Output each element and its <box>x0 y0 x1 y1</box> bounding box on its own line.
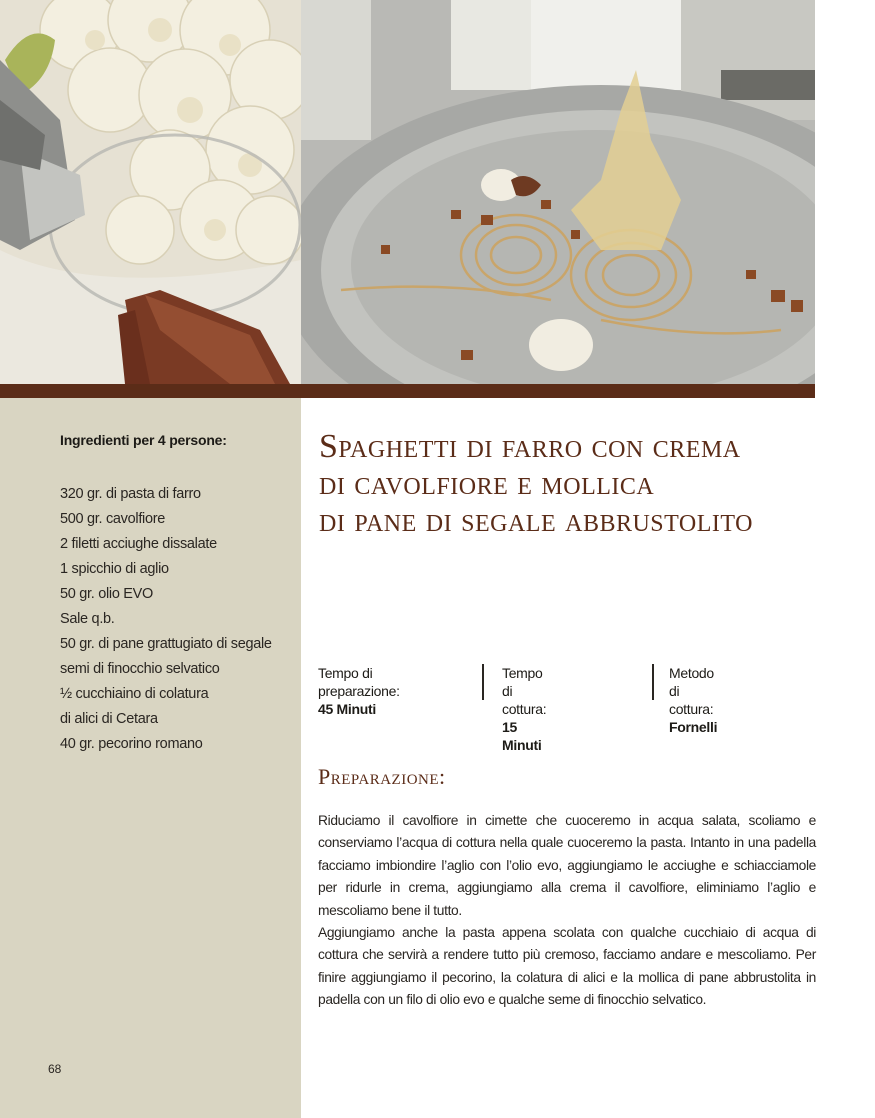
preparation-paragraph: Riduciamo il cavolfiore in cimette che cuoceremo in acqua salata, scoliamo e conserviamo l’acqua di cottura nella quale cuoceremo la pasta. Intanto in una padella facciamo imbiondire l’aglio con l’olio evo, aggiungiamo le acciughe e schiacciamole per ridurle in crema, aggiungiamo alla crema il cavolfiore, eliminiamo l’aglio e mescoliamo bene il tutto. <box>318 813 816 918</box>
recipe-main <box>301 398 875 1118</box>
ingredient-item: 50 gr. di pane grattugiato di segale <box>60 636 272 652</box>
cauliflower-ingredients-photo <box>0 0 301 384</box>
ingredient-item: 40 gr. pecorino romano <box>60 736 203 752</box>
ingredients-sidebar <box>0 398 301 1118</box>
ingredient-item: 1 spicchio di aglio <box>60 561 169 577</box>
recipe-title-line: Spaghetti di farro con crema <box>319 428 741 465</box>
prep-time <box>318 664 400 718</box>
ingredient-item: di alici di Cetara <box>60 711 158 727</box>
ingredient-item: 50 gr. olio EVO <box>60 586 154 602</box>
ingredient-item: 500 gr. cavolfiore <box>60 511 166 527</box>
recipe-title-line: di cavolfiore e mollica <box>319 465 655 502</box>
prep-time-label: Tempo di preparazione: <box>318 665 400 699</box>
plated-spaghetti-photo <box>301 0 815 384</box>
cook-time-label: Tempo di cottura: <box>502 665 547 717</box>
recipe-title-line: di pane di segale abbrustolito <box>319 502 753 539</box>
meta-divider <box>652 664 654 700</box>
cook-method-label: Metodo di cottura: <box>669 665 714 717</box>
ingredient-item: semi di finocchio selvatico <box>60 661 220 677</box>
ingredients-title: Ingredienti per 4 persone: <box>60 432 227 448</box>
ingredient-item: Sale q.b. <box>60 611 115 627</box>
ingredient-item: 2 filetti acciughe dissalate <box>60 536 217 552</box>
ingredient-item: 320 gr. di pasta di farro <box>60 486 201 502</box>
photo-strip <box>0 0 815 384</box>
cook-method <box>669 664 717 736</box>
preparation-heading: Preparazione: <box>318 764 446 789</box>
cook-method-value: Fornelli <box>669 719 718 735</box>
meta-divider <box>482 664 484 700</box>
preparation-body <box>318 810 816 1012</box>
recipe-title <box>319 428 839 539</box>
ingredient-item: ½ cucchiaino di colatura <box>60 686 209 702</box>
page-number: 68 <box>48 1062 62 1076</box>
prep-time-value: 45 Minuti <box>318 701 376 717</box>
preparation-paragraph: Aggiungiamo anche la pasta appena scolata con qualche cucchiaio di acqua di cottura che servirà a rendere tutto più cremoso, facciamo andare e mescoliamo. Per finire aggiungiamo il pecorino, la colatura di alici e la mollica di pane abbrustolita in padella con un filo di olio evo e qualche seme di finocchio selvatico. <box>318 925 816 1008</box>
cook-time-value: 15 Minuti <box>502 719 542 753</box>
brown-divider-bar <box>0 384 815 398</box>
ingredients-list <box>60 482 272 757</box>
cook-time <box>502 664 546 754</box>
